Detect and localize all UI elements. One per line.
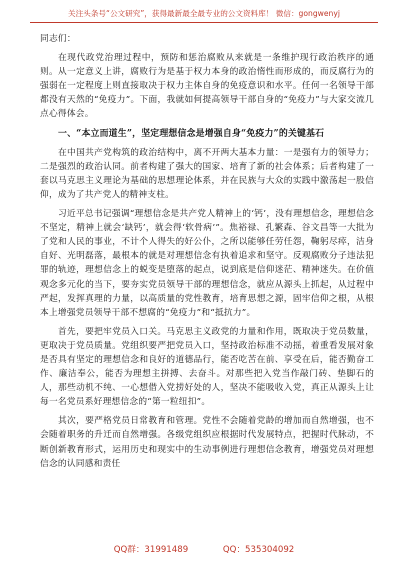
body-paragraph-2: 习近平总书记强调“理想信念是共产党人精神上的‘钙’，没有理想信念，理想信念不坚定，精神上就会‘缺钙’，就会得‘软骨病’”。焦裕禄、孔繁森、谷文昌等一大批为了党和人民的事业，不计个人得失的好公仆，之所以能够任劳任怨，鞠躬尽瘁，洁身自好、光明磊落，最根本的就是对理想信念有执着追求和坚守。反观腐败分子违法犯罪的轨迹，理想信念上的蜕变是堕落的起点，说到底是信仰迷茫、精神迷失。在价值观念多元化的当下，要夯实党员领导干部的理想信念，就应从源头上抓起，从过程中严起，发挥真理的力量，以高质量的党性教育，培育思想之源，固牢信仰之根，从根本上增强党员领导干部不想腐的“免疫力”和“抵抗力”。 (40, 209, 374, 318)
salutation: 同志们： (40, 34, 76, 44)
page-footer (0, 543, 408, 555)
body-paragraph-1: 在中国共产党构筑的政治结构中，离不开两大基本力量：一是强有力的领导力；二是强烈的政治认同。前者构建了强大的国家、培育了新的社会体系；后者构建了一套以马克思主义理论为基础的思想理论体系，并在民族与大众的实践中激荡起一股信仰，成为了共产党人的精神支柱。 (40, 147, 374, 200)
section-1-title: 一、“本立而道生”，坚定理想信念是增强自身“免疫力”的关键基石 (58, 128, 325, 139)
qq-contact: QQ：535304092 (222, 545, 295, 555)
document-body (40, 32, 374, 471)
body-paragraph-4: 其次，要严格党员日常教育和管理。党性不会随着党龄的增加而自然增强，也不会随着职务的升迁而自然增强。各级党组织应根据时代发展特点，把握时代脉动，不断创新教育形式，运用历史和现实中的生动事例进行理想信念教育，增强党员对理想信念的认同感和责任 (40, 416, 374, 469)
qq-group: QQ群：31991489 (113, 545, 189, 555)
page-header: 关注头条号“公文研究”，获得最新最全最专业的公文资料库！ 微信：gongwenyj (68, 9, 340, 18)
body-paragraph-3: 首先，要把牢党员入口关。马克思主义政党的力量和作用，既取决于党员数量，更取决于党员质量。党组织要严把党员入口，坚持政治标准不动摇，着重看发展对象是否具有坚定的理想信念和良好的道德品行，能否吃苦在前、享受在后，能否勤奋工作、廉洁奉公，能否为理想主拼搏、去奋斗。对那些把入党当作敲门砖、垫脚石的人，那些动机不纯、一心想借入党捞好处的人，坚决不能吸收入党，真正从源头上让每一名党员系好理想信念的“第一粒纽扣”。 (40, 326, 374, 408)
header-divider (30, 22, 378, 23)
intro-paragraph: 在现代政党治理过程中，预防和惩治腐败从来就是一条维护现行政治秩序的通则。从一定意义上讲，腐败行为是基于权力本身的政治惰性而形成的，而反腐行为的强弱在一定程度上则直接取决于权力主体自身的免疫意识和水平。任何一名领导干部都没有天然的“免疫力”。下面，我就如何提高领导干部自身的“免疫力”与大家交流几点心得体会。 (40, 53, 374, 120)
